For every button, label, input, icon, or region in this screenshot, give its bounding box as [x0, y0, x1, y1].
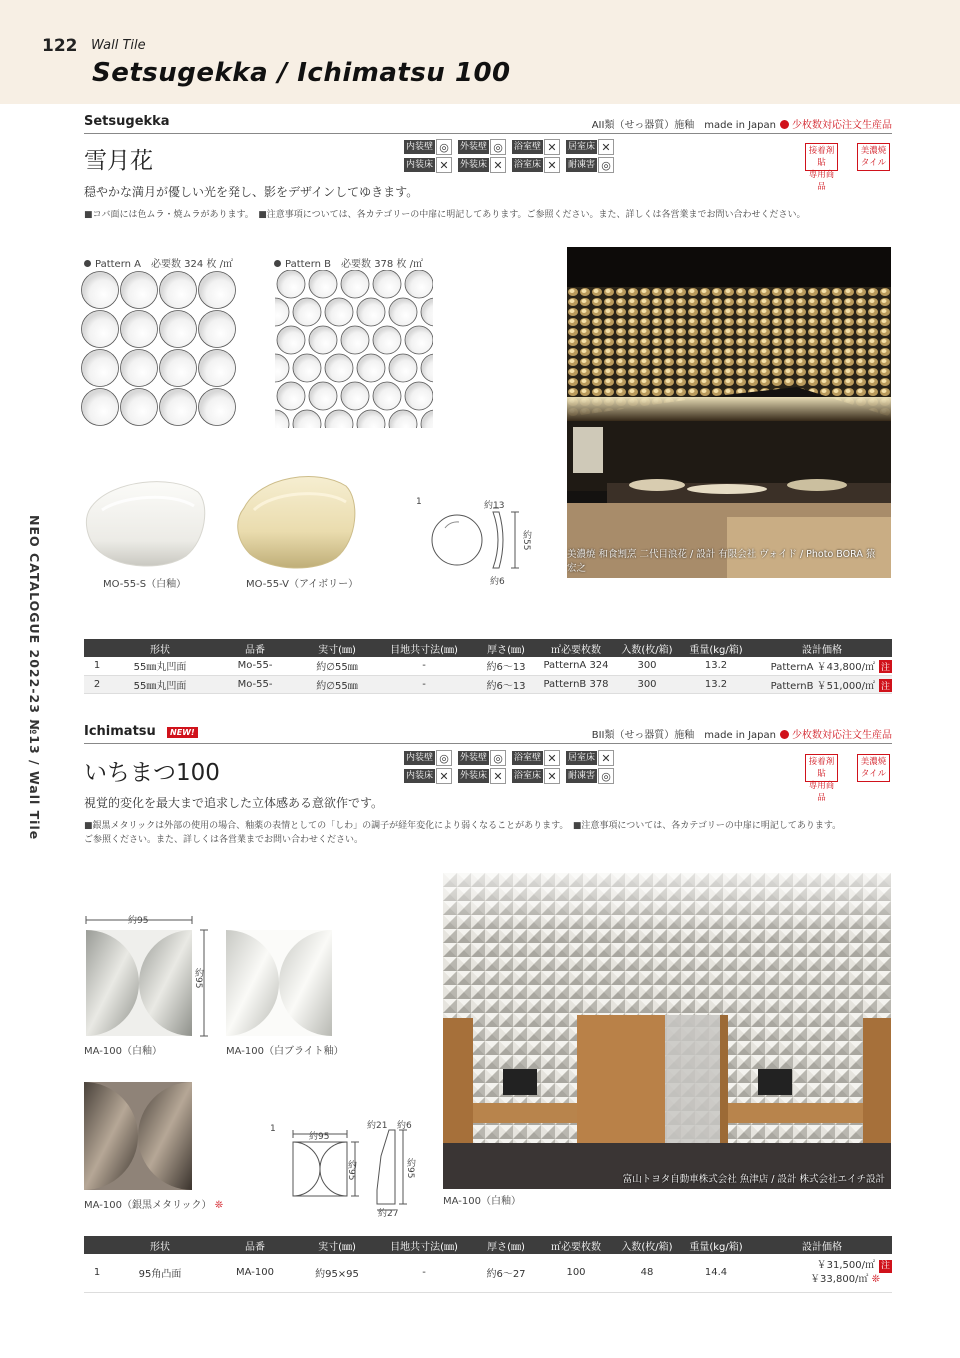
pattern-a-text: Pattern A 必要数 324 枚 /㎡ — [95, 259, 233, 270]
cell: 約6〜27 — [474, 1254, 538, 1292]
pattern-a-circle — [199, 311, 236, 348]
tile-mo-55-s-image — [82, 470, 210, 574]
table-row — [84, 675, 892, 693]
price2: ￥33,800/㎡ — [810, 1274, 869, 1286]
pattern-b-circle — [373, 326, 401, 354]
usage-symbol: ✕ — [544, 157, 560, 173]
cell: 2 — [84, 675, 110, 693]
pattern-a-circle — [199, 389, 236, 426]
dim-bottom: 約6 — [490, 577, 505, 587]
pattern-b-circle — [389, 298, 417, 326]
pattern-a-circle — [160, 272, 197, 309]
usage-symbol: ✕ — [436, 157, 452, 173]
ichimatsu-dim-front-w: 約95 — [309, 1132, 330, 1142]
ichimatsu-dim-index: 1 — [270, 1124, 276, 1134]
pattern-a-circle — [160, 311, 197, 348]
ichimatsu-tile3-caption — [84, 1196, 223, 1211]
header-thickness: 厚さ(㎜) — [474, 1236, 538, 1254]
bullet-icon — [274, 260, 281, 267]
usage-item — [512, 750, 566, 766]
cell: PatternA 324 — [538, 657, 614, 675]
attention-icon: 注 — [880, 1261, 890, 1272]
adhesive-badge: 接着剤貼 専用商品 — [805, 754, 838, 782]
ichimatsu-installation-photo — [443, 873, 891, 1189]
usage-label: 耐凍害 — [568, 160, 596, 170]
ichimatsu-dim-width: 約95 — [128, 916, 149, 926]
usage-symbol: ◎ — [436, 139, 452, 155]
pattern-b-circle — [277, 326, 305, 354]
pattern-b-circle — [275, 354, 289, 382]
pattern-a-circle — [121, 350, 158, 387]
pattern-a-circle — [82, 272, 119, 309]
cell: Mo-55- — [210, 675, 300, 693]
dim-top: 約13 — [484, 501, 505, 511]
setsugekka-section-header — [84, 114, 892, 134]
usage-label: 外装床 — [460, 771, 488, 781]
setsugekka-name-jp: 雪月花 — [84, 148, 153, 174]
asterisk-icon: ❊ — [871, 1274, 880, 1286]
cell: 約6〜13 — [474, 657, 538, 675]
side-label — [22, 515, 46, 841]
usage-label: 内装壁 — [406, 753, 434, 763]
pattern-b-circle — [341, 270, 369, 298]
tile1-caption: MO-55-S（白釉） — [103, 579, 187, 590]
usage-item — [566, 768, 620, 784]
pattern-b-circle — [389, 410, 417, 430]
header-thickness: 厚さ(㎜) — [474, 639, 538, 657]
pattern-b-diagram — [275, 270, 435, 430]
usage-item — [458, 139, 512, 155]
ichimatsu-meta-class: BII類（せっ器質）施釉 made in Japan — [591, 730, 776, 741]
header-size: 実寸(㎜) — [300, 1236, 374, 1254]
ichimatsu-dim-front-h: 約95 — [346, 1160, 356, 1181]
ichimatsu-note2: ご参照ください。また、詳しくは各営業までお問い合わせください。 — [84, 835, 364, 845]
setsugekka-note: ■コバ面には色ムラ・焼ムラがあります。 ■注意事項については、各カテゴリーの中扉に明記してあります。ご参照ください。また、詳しくは各営業までお問い合わせください。 — [84, 210, 806, 220]
usage-label: 居室床 — [568, 142, 596, 152]
usage-label: 内装床 — [406, 771, 434, 781]
order-dot-icon — [780, 730, 789, 739]
pattern-b-circle — [421, 354, 435, 382]
cell: 95角凸面 — [110, 1254, 210, 1292]
header-price: 設計価格 — [752, 1236, 892, 1254]
pattern-b-label — [274, 255, 423, 270]
mino-badge: 美濃焼 タイル — [857, 143, 890, 171]
usage-symbol: ✕ — [436, 768, 452, 784]
pattern-a-circle — [121, 389, 158, 426]
cell: 300 — [614, 675, 680, 693]
cell: PatternB 378 — [538, 675, 614, 693]
ichimatsu-dim-side-bottom: 約27 — [378, 1209, 399, 1219]
mino-badge: 美濃焼 タイル — [857, 754, 890, 782]
usage-symbol: ✕ — [598, 139, 614, 155]
ichimatsu-dim-side-top: 約21 — [367, 1121, 388, 1131]
usage-label: 外装壁 — [460, 142, 488, 152]
cell: - — [374, 675, 474, 693]
ichimatsu-meta — [592, 726, 892, 741]
ichimatsu-description: 視覚的変化を最大まで追求した立体感ある意欲作です。 — [84, 796, 384, 810]
usage-label: 内装壁 — [406, 142, 434, 152]
usage-symbol: ◎ — [598, 768, 614, 784]
usage-symbol: ✕ — [544, 768, 560, 784]
usage-label: 耐凍害 — [568, 771, 596, 781]
cell: 13.2 — [680, 657, 752, 675]
restaurant-photo-image — [567, 247, 891, 578]
usage-label: 内装床 — [406, 160, 434, 170]
header-code: 品番 — [210, 639, 300, 657]
pattern-b-circle — [357, 298, 385, 326]
pattern-a-circle — [199, 272, 236, 309]
cell: 55㎜丸凹面 — [110, 657, 210, 675]
pattern-b-circle — [341, 382, 369, 410]
pattern-b-circle — [357, 410, 385, 430]
usage-item — [404, 750, 458, 766]
header-joint: 目地共寸法(㎜) — [374, 639, 474, 657]
usage-label: 浴室床 — [514, 160, 542, 170]
setsugekka-meta — [592, 116, 892, 131]
setsugekka-meta-class: AII類（せっ器質）施釉 made in Japan — [591, 120, 776, 131]
table-header-row — [84, 639, 892, 657]
showroom-photo-image — [443, 873, 891, 1189]
header-pieces: 入数(枚/箱) — [614, 639, 680, 657]
table-row — [84, 1254, 892, 1292]
cell: 300 — [614, 657, 680, 675]
cell: 約∅55㎜ — [300, 657, 374, 675]
ichimatsu-tile2-caption: MA-100（白ブライト釉） — [226, 1046, 344, 1057]
asterisk-icon: ❊ — [214, 1200, 224, 1211]
pattern-b-circle — [277, 270, 305, 298]
pattern-b-circle — [373, 382, 401, 410]
setsugekka-meta-order: 少枚数対応注文生産品 — [792, 120, 892, 131]
dim-side: 約55 — [521, 530, 531, 551]
ichimatsu-photo-credit: 富山トヨタ自動車株式会社 魚津店 / 設計 株式会社エイチ設計 — [622, 1174, 885, 1185]
cell: 約95×95 — [300, 1254, 374, 1292]
usage-item — [512, 768, 566, 784]
cell: - — [374, 1254, 474, 1292]
cell: - — [374, 657, 474, 675]
pattern-a-circle — [160, 389, 197, 426]
usage-symbol: ◎ — [436, 750, 452, 766]
pattern-b-circle — [405, 270, 433, 298]
cell: 100 — [538, 1254, 614, 1292]
pattern-a-circle — [82, 311, 119, 348]
usage-symbol: ◎ — [598, 157, 614, 173]
cell: 48 — [614, 1254, 680, 1292]
attention-icon: 注 — [879, 679, 892, 692]
pattern-a-circle — [160, 350, 197, 387]
pattern-a-label — [84, 255, 233, 270]
price1: ￥31,500/㎡ — [816, 1260, 875, 1272]
cell: 1 — [84, 657, 110, 675]
ichimatsu-dim-height: 約95 — [193, 968, 203, 989]
price-cell: PatternA ￥43,800/㎡ 注 — [752, 657, 892, 675]
pattern-b-circle — [405, 326, 433, 354]
price-cell — [752, 1254, 892, 1292]
header-required: ㎡必要枚数 — [538, 639, 614, 657]
page-number: 122 — [42, 36, 78, 56]
attention-icon: 注 — [879, 660, 892, 673]
usage-item — [404, 768, 458, 784]
pattern-b-circles — [275, 270, 435, 430]
pattern-b-circle — [275, 298, 289, 326]
ichimatsu-spec-table — [84, 1236, 892, 1293]
tile2-caption: MO-55-V（アイボリー） — [246, 579, 359, 590]
usage-item — [458, 750, 512, 766]
usage-symbol: ✕ — [544, 750, 560, 766]
pattern-a-diagram — [80, 270, 240, 430]
pattern-b-circle — [277, 382, 305, 410]
ichimatsu-dim-side-top2: 約6 — [397, 1121, 412, 1131]
ichimatsu-usage-grid — [404, 750, 620, 784]
pattern-a-circle — [121, 272, 158, 309]
pattern-b-circle — [293, 298, 321, 326]
ichimatsu-name-jp: いちまつ100 — [84, 760, 220, 786]
pattern-b-circle — [421, 298, 435, 326]
usage-symbol: ◎ — [490, 750, 506, 766]
cell: 約∅55㎜ — [300, 675, 374, 693]
usage-label: 外装壁 — [460, 753, 488, 763]
usage-symbol: ✕ — [544, 139, 560, 155]
usage-item — [404, 157, 458, 173]
tile-ma-100-metallic-image — [84, 1082, 192, 1190]
usage-symbol: ◎ — [490, 139, 506, 155]
header-index — [84, 639, 110, 657]
ichimatsu-tile1-caption: MA-100（白釉） — [84, 1046, 162, 1057]
pattern-b-circle — [293, 354, 321, 382]
pattern-b-circle — [405, 382, 433, 410]
cell: 14.4 — [680, 1254, 752, 1292]
setsugekka-spec-table — [84, 639, 892, 694]
pattern-b-circle — [309, 270, 337, 298]
header-code: 品番 — [210, 1236, 300, 1254]
cell: MA-100 — [210, 1254, 300, 1292]
tile-ma-100-bright-image — [226, 930, 332, 1036]
cell: 13.2 — [680, 675, 752, 693]
header-index — [84, 1236, 110, 1254]
side-label-text: NEO CATALOGUE 2022-23 №13 / Wall Tile — [27, 515, 42, 841]
header-size: 実寸(㎜) — [300, 639, 374, 657]
setsugekka-description: 穏やかな満月が優しい光を発し、影をデザインしてゆきます。 — [84, 185, 419, 199]
usage-item — [566, 139, 620, 155]
cell: 約6〜13 — [474, 675, 538, 693]
pattern-b-circle — [357, 354, 385, 382]
pattern-b-circle — [389, 354, 417, 382]
usage-label: 居室床 — [568, 753, 596, 763]
new-tag: NEW! — [167, 727, 198, 738]
setsugekka-photo-credit: 美濃焼 和食割烹 二代目浪花 / 設計 有限会社 ヴォイド / Photo BORA 猿 宏之 — [567, 549, 876, 574]
order-dot-icon — [780, 120, 789, 129]
table-header-row — [84, 1236, 892, 1254]
pattern-b-circle — [341, 326, 369, 354]
pattern-a-circle — [199, 350, 236, 387]
bullet-icon — [84, 260, 91, 267]
setsugekka-installation-photo — [567, 247, 891, 578]
usage-item — [566, 750, 620, 766]
header-pieces: 入数(枚/箱) — [614, 1236, 680, 1254]
ichimatsu-meta-order: 少枚数対応注文生産品 — [792, 730, 892, 741]
pattern-a-circle — [82, 350, 119, 387]
page-title: Setsugekka / Ichimatsu 100 — [92, 58, 511, 88]
page-category: Wall Tile — [91, 38, 146, 53]
pattern-a-circles — [82, 272, 236, 426]
usage-label: 浴室壁 — [514, 753, 542, 763]
pattern-a-circle — [82, 389, 119, 426]
ichimatsu-tile3-text: MA-100（銀黒メタリック） — [84, 1200, 212, 1211]
pattern-b-circle — [293, 410, 321, 430]
pattern-b-circle — [309, 326, 337, 354]
ichimatsu-section-header — [84, 724, 892, 744]
header-shape: 形状 — [110, 639, 210, 657]
ichimatsu-name-en: Ichimatsu — [84, 724, 156, 739]
pattern-b-circle — [325, 354, 353, 382]
pattern-b-circle — [421, 410, 435, 430]
usage-symbol: ✕ — [490, 157, 506, 173]
usage-item — [458, 157, 512, 173]
ichimatsu-note1: ■銀黒メタリックは外部の使用の場合、釉薬の表情としての「しわ」の調子が経年変化により弱くなることがあります。 ■注意事項については、各カテゴリーの中扉に明記してあります。 — [84, 821, 842, 831]
ichimatsu-dim-side-h: 約95 — [405, 1158, 415, 1179]
setsugekka-usage-grid — [404, 139, 620, 173]
usage-symbol: ✕ — [598, 750, 614, 766]
pattern-b-circle — [325, 298, 353, 326]
usage-label: 浴室壁 — [514, 142, 542, 152]
pattern-b-circle — [325, 410, 353, 430]
price-cell: PatternB ￥51,000/㎡ 注 — [752, 675, 892, 693]
usage-item — [458, 768, 512, 784]
header-weight: 重量(kg/箱) — [680, 1236, 752, 1254]
usage-item — [566, 157, 620, 173]
usage-item — [512, 139, 566, 155]
setsugekka-name-en: Setsugekka — [84, 114, 170, 129]
header-required: ㎡必要枚数 — [538, 1236, 614, 1254]
pattern-b-circle — [275, 410, 289, 430]
header-price: 設計価格 — [752, 639, 892, 657]
header-weight: 重量(kg/箱) — [680, 639, 752, 657]
cell: Mo-55- — [210, 657, 300, 675]
pattern-b-circle — [373, 270, 401, 298]
ichimatsu-photo-caption: MA-100（白釉） — [443, 1196, 521, 1207]
usage-label: 浴室床 — [514, 771, 542, 781]
usage-item — [512, 157, 566, 173]
header-joint: 目地共寸法(㎜) — [374, 1236, 474, 1254]
pattern-b-text: Pattern B 必要数 378 枚 /㎡ — [285, 259, 424, 270]
cell: 1 — [84, 1254, 110, 1292]
usage-item — [404, 139, 458, 155]
tile-mo-55-v-image — [232, 468, 360, 574]
table-row — [84, 657, 892, 675]
setsugekka-dimension-drawing — [425, 500, 535, 590]
dim-index: 1 — [416, 497, 422, 507]
header-shape: 形状 — [110, 1236, 210, 1254]
pattern-a-circle — [121, 311, 158, 348]
usage-symbol: ✕ — [490, 768, 506, 784]
usage-label: 外装床 — [460, 160, 488, 170]
pattern-b-circle — [309, 382, 337, 410]
cell: 55㎜丸凹面 — [110, 675, 210, 693]
adhesive-badge: 接着剤貼 専用商品 — [805, 143, 838, 171]
